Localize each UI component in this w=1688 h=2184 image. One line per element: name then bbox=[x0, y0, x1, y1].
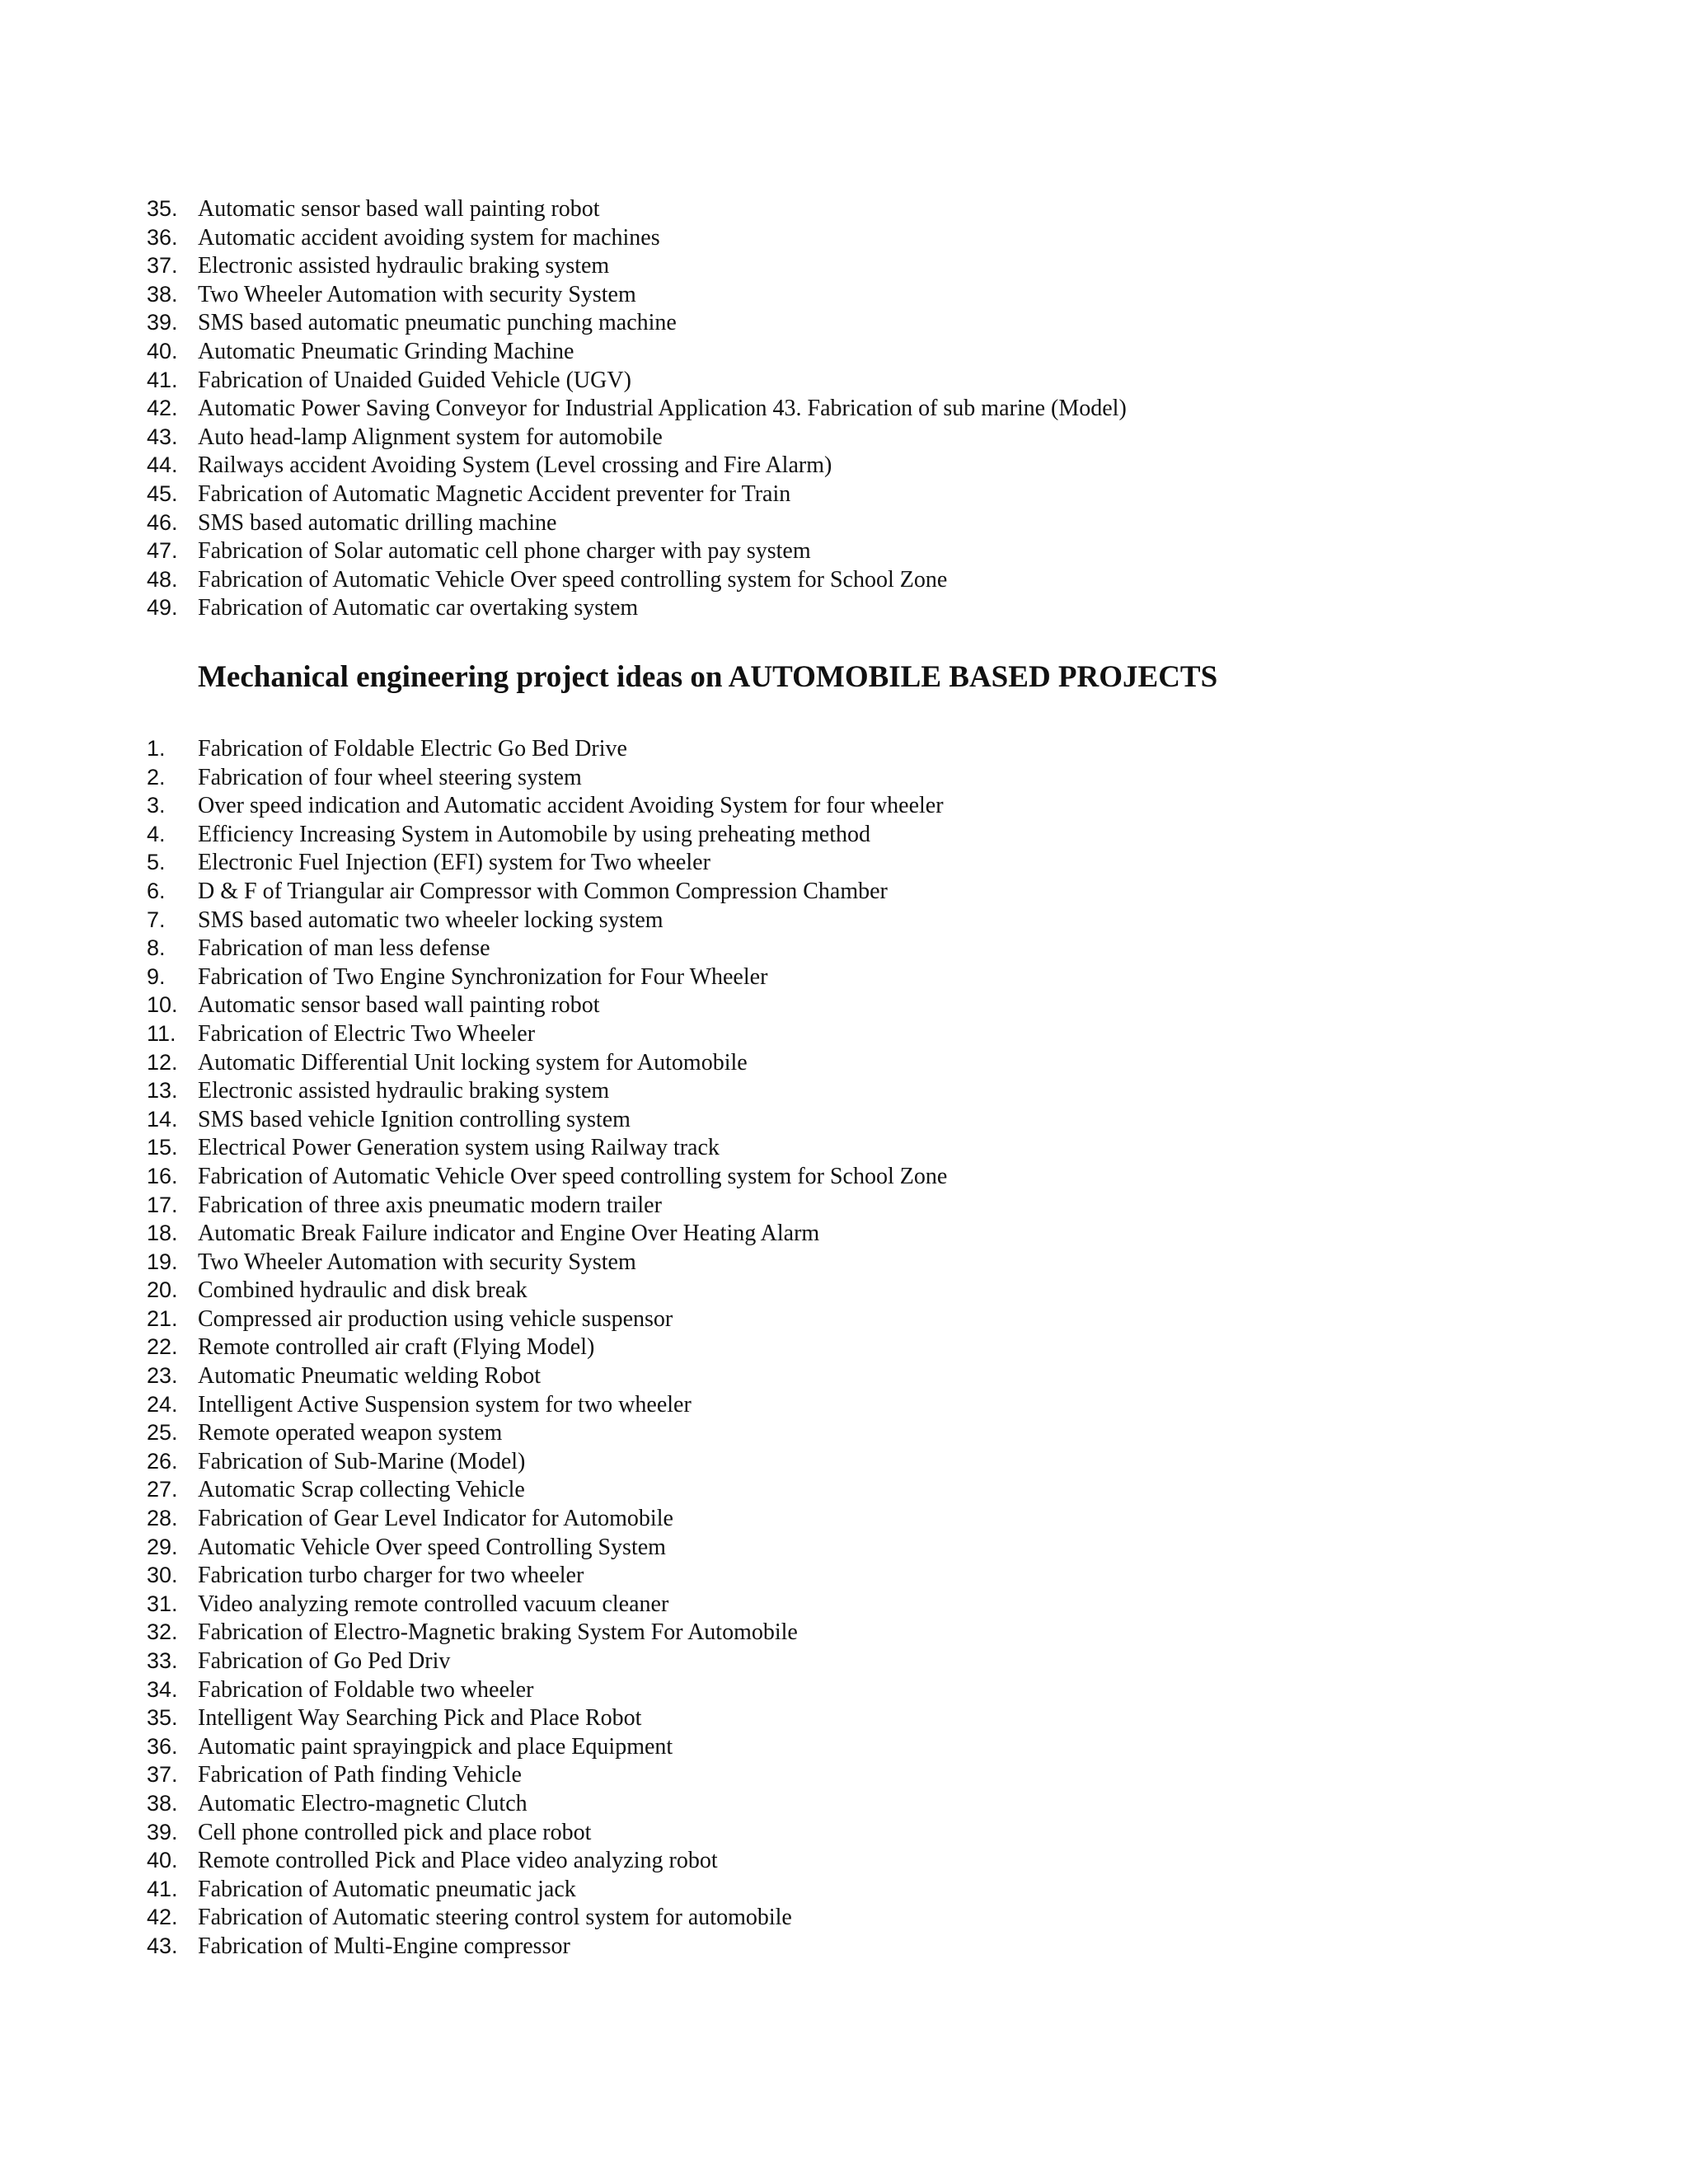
item-text: D & F of Triangular air Compressor with Common Compression Chamber bbox=[198, 878, 888, 904]
item-text: Automatic Electro-magnetic Clutch bbox=[198, 1790, 528, 1816]
item-number: 43. bbox=[147, 424, 178, 449]
list-item bbox=[147, 1504, 947, 1533]
item-text: Automatic sensor based wall painting robot bbox=[198, 992, 600, 1019]
list-item bbox=[147, 1333, 947, 1361]
item-text: SMS based vehicle Ignition controlling system bbox=[198, 1106, 631, 1132]
item-number: 8. bbox=[147, 935, 166, 961]
list-item bbox=[147, 1732, 947, 1761]
item-number: 35. bbox=[147, 196, 178, 221]
list-item bbox=[147, 1704, 947, 1732]
item-number: 41. bbox=[147, 1876, 178, 1901]
item-number: 11. bbox=[147, 1020, 176, 1046]
item-number: 47. bbox=[147, 538, 178, 564]
item-text: Over speed indication and Automatic accident Avoiding System for four wheeler bbox=[198, 793, 944, 819]
list-item bbox=[147, 1475, 947, 1504]
item-number: 14. bbox=[147, 1106, 178, 1132]
item-text: Automatic Differential Unit locking system for Automobile bbox=[198, 1049, 748, 1076]
item-number: 34. bbox=[147, 1676, 178, 1702]
item-text: Cell phone controlled pick and place robot bbox=[198, 1819, 592, 1845]
item-number: 36. bbox=[147, 1733, 178, 1759]
list-item bbox=[147, 820, 947, 849]
list-item bbox=[147, 763, 947, 792]
list-item bbox=[147, 366, 1127, 395]
item-number: 27. bbox=[147, 1477, 178, 1502]
item-number: 49. bbox=[147, 595, 178, 621]
list-item bbox=[147, 1846, 947, 1875]
item-text: Remote operated weapon system bbox=[198, 1420, 503, 1446]
list-item bbox=[147, 1305, 947, 1333]
item-text: SMS based automatic drilling machine bbox=[198, 509, 557, 536]
item-text: Intelligent Way Searching Pick and Place Robot bbox=[198, 1705, 642, 1732]
list-item bbox=[147, 1818, 947, 1847]
list-item bbox=[147, 223, 1127, 252]
list-item bbox=[147, 480, 1127, 509]
item-text: Remote controlled Pick and Place video analyzing robot bbox=[198, 1848, 718, 1874]
item-number: 28. bbox=[147, 1506, 178, 1531]
list-item bbox=[147, 394, 1127, 423]
item-text: Automatic paint sprayingpick and place Equipment bbox=[198, 1733, 673, 1760]
item-text: Fabrication of three axis pneumatic modern trailer bbox=[198, 1192, 662, 1218]
item-number: 1. bbox=[147, 736, 166, 761]
list-item bbox=[147, 934, 947, 963]
item-number: 6. bbox=[147, 878, 166, 903]
item-text: Remote controlled air craft (Flying Model) bbox=[198, 1334, 595, 1361]
item-number: 36. bbox=[147, 224, 178, 250]
list-item bbox=[147, 1618, 947, 1647]
list-item bbox=[147, 593, 1127, 622]
list-item bbox=[147, 791, 947, 820]
item-number: 22. bbox=[147, 1334, 178, 1360]
list-item bbox=[147, 1361, 947, 1390]
item-text: Automatic sensor based wall painting robot bbox=[198, 196, 600, 222]
list-item bbox=[147, 848, 947, 877]
item-text: Automatic Vehicle Over speed Controlling System bbox=[198, 1534, 666, 1560]
item-number: 10. bbox=[147, 992, 178, 1018]
list-item bbox=[147, 1105, 947, 1134]
item-number: 30. bbox=[147, 1563, 178, 1588]
item-text: Fabrication of Gear Level Indicator for Automobile bbox=[198, 1506, 673, 1532]
item-text: Electronic Fuel Injection (EFI) system for Two wheeler bbox=[198, 850, 710, 876]
list-item bbox=[147, 734, 947, 763]
list-item bbox=[147, 1447, 947, 1476]
list-item bbox=[147, 1903, 947, 1932]
item-text: SMS based automatic pneumatic punching machine bbox=[198, 310, 677, 336]
item-number: 45. bbox=[147, 480, 178, 506]
list-item bbox=[147, 1418, 947, 1447]
list-item bbox=[147, 991, 947, 1019]
section-heading: Mechanical engineering project ideas on AUTOMOBILE BASED PROJECTS bbox=[198, 660, 1218, 694]
item-number: 21. bbox=[147, 1305, 178, 1331]
list-item bbox=[147, 1675, 947, 1704]
item-number: 39. bbox=[147, 310, 178, 335]
item-number: 23. bbox=[147, 1363, 178, 1389]
item-number: 12. bbox=[147, 1049, 178, 1075]
item-text: Electronic assisted hydraulic braking system bbox=[198, 1078, 610, 1104]
item-text: Two Wheeler Automation with security System bbox=[198, 1249, 636, 1275]
item-number: 24. bbox=[147, 1391, 178, 1417]
item-number: 38. bbox=[147, 281, 178, 307]
item-number: 33. bbox=[147, 1648, 178, 1673]
item-text: Fabrication of Path finding Vehicle bbox=[198, 1762, 522, 1788]
item-text: Fabrication of Automatic Magnetic Accident preventer for Train bbox=[198, 480, 791, 507]
list-item bbox=[147, 1932, 947, 1961]
list-item bbox=[147, 1590, 947, 1619]
item-number: 20. bbox=[147, 1277, 178, 1303]
list-item bbox=[147, 1048, 947, 1077]
item-text: Video analyzing remote controlled vacuum cleaner bbox=[198, 1591, 669, 1617]
item-text: Automatic Break Failure indicator and Engine Over Heating Alarm bbox=[198, 1221, 820, 1247]
item-text: Efficiency Increasing System in Automobile by using preheating method bbox=[198, 821, 870, 847]
item-number: 41. bbox=[147, 367, 178, 392]
list-item bbox=[147, 251, 1127, 280]
item-text: Fabrication of Multi-Engine compressor bbox=[198, 1933, 570, 1959]
list-item bbox=[147, 509, 1127, 537]
item-text: Intelligent Active Suspension system for two wheeler bbox=[198, 1391, 692, 1418]
item-text: Fabrication of Automatic pneumatic jack bbox=[198, 1876, 576, 1902]
item-text: Fabrication of Unaided Guided Vehicle (UGV) bbox=[198, 367, 631, 393]
list-item bbox=[147, 877, 947, 906]
list-item bbox=[147, 565, 1127, 594]
item-number: 5. bbox=[147, 850, 166, 875]
item-number: 37. bbox=[147, 253, 178, 279]
item-number: 42. bbox=[147, 396, 178, 421]
automobile-project-list bbox=[147, 734, 947, 1961]
list-item bbox=[147, 1561, 947, 1590]
item-number: 29. bbox=[147, 1534, 178, 1559]
item-text: Fabrication of Automatic Vehicle Over speed controlling system for School Zone bbox=[198, 566, 948, 593]
item-text: Automatic Power Saving Conveyor for Industrial Application 43. Fabrication of sub marine (Model) bbox=[198, 396, 1127, 422]
item-number: 42. bbox=[147, 1905, 178, 1930]
item-text: Fabrication turbo charger for two wheeler bbox=[198, 1563, 584, 1589]
list-item bbox=[147, 1789, 947, 1818]
item-number: 3. bbox=[147, 793, 166, 818]
item-text: Electrical Power Generation system using Railway track bbox=[198, 1135, 720, 1161]
item-number: 7. bbox=[147, 907, 166, 932]
item-text: Fabrication of Electro-Magnetic braking System For Automobile bbox=[198, 1619, 798, 1646]
item-number: 40. bbox=[147, 338, 178, 363]
item-number: 4. bbox=[147, 821, 166, 846]
continued-project-list bbox=[147, 194, 1127, 622]
list-item bbox=[147, 1875, 947, 1904]
item-number: 35. bbox=[147, 1705, 178, 1731]
item-number: 40. bbox=[147, 1848, 178, 1873]
item-number: 13. bbox=[147, 1078, 178, 1104]
item-number: 2. bbox=[147, 764, 166, 790]
item-number: 15. bbox=[147, 1135, 178, 1160]
list-item bbox=[147, 1760, 947, 1789]
item-text: Auto head-lamp Alignment system for automobile bbox=[198, 424, 663, 450]
item-text: Fabrication of Foldable two wheeler bbox=[198, 1676, 534, 1703]
list-item bbox=[147, 1219, 947, 1248]
item-text: Automatic Pneumatic Grinding Machine bbox=[198, 338, 574, 364]
item-text: Fabrication of Automatic steering control system for automobile bbox=[198, 1905, 792, 1931]
item-number: 31. bbox=[147, 1591, 178, 1616]
item-number: 26. bbox=[147, 1448, 178, 1474]
list-item bbox=[147, 963, 947, 991]
item-text: Automatic accident avoiding system for machines bbox=[198, 224, 660, 251]
item-text: Automatic Pneumatic welding Robot bbox=[198, 1363, 542, 1390]
list-item bbox=[147, 423, 1127, 452]
item-number: 25. bbox=[147, 1420, 178, 1446]
list-item bbox=[147, 1076, 947, 1105]
item-text: Fabrication of four wheel steering system bbox=[198, 764, 582, 790]
item-text: Automatic Scrap collecting Vehicle bbox=[198, 1477, 525, 1503]
item-number: 19. bbox=[147, 1249, 178, 1274]
list-item bbox=[147, 1390, 947, 1419]
item-number: 16. bbox=[147, 1163, 178, 1188]
item-number: 43. bbox=[147, 1933, 178, 1958]
list-item bbox=[147, 337, 1127, 366]
item-text: Railways accident Avoiding System (Level crossing and Fire Alarm) bbox=[198, 452, 832, 479]
item-text: Fabrication of Two Engine Synchronization for Four Wheeler bbox=[198, 963, 768, 990]
list-item bbox=[147, 280, 1127, 309]
list-item bbox=[147, 1019, 947, 1048]
list-item bbox=[147, 308, 1127, 337]
item-number: 17. bbox=[147, 1192, 178, 1217]
item-text: Fabrication of Solar automatic cell phone charger with pay system bbox=[198, 538, 811, 565]
item-number: 37. bbox=[147, 1762, 178, 1788]
item-text: Two Wheeler Automation with security System bbox=[198, 281, 636, 307]
item-text: Fabrication of Go Ped Driv bbox=[198, 1648, 451, 1674]
item-text: Electronic assisted hydraulic braking system bbox=[198, 253, 610, 279]
item-text: Fabrication of Sub-Marine (Model) bbox=[198, 1448, 526, 1474]
list-item bbox=[147, 1248, 947, 1277]
item-number: 9. bbox=[147, 963, 166, 989]
item-text: Fabrication of man less defense bbox=[198, 935, 490, 962]
item-number: 18. bbox=[147, 1221, 178, 1246]
item-text: Fabrication of Automatic car overtaking system bbox=[198, 595, 639, 621]
list-item bbox=[147, 1191, 947, 1220]
item-number: 38. bbox=[147, 1790, 178, 1816]
list-item bbox=[147, 906, 947, 935]
item-text: Fabrication of Electric Two Wheeler bbox=[198, 1020, 536, 1047]
item-text: Fabrication of Foldable Electric Go Bed Drive bbox=[198, 736, 627, 762]
list-item bbox=[147, 1133, 947, 1162]
list-item bbox=[147, 1162, 947, 1191]
list-item bbox=[147, 1647, 947, 1675]
item-number: 44. bbox=[147, 452, 178, 478]
item-number: 48. bbox=[147, 566, 178, 592]
item-text: Combined hydraulic and disk break bbox=[198, 1277, 528, 1304]
item-number: 46. bbox=[147, 509, 178, 535]
item-number: 39. bbox=[147, 1819, 178, 1844]
item-text: Fabrication of Automatic Vehicle Over speed controlling system for School Zone bbox=[198, 1163, 948, 1189]
list-item bbox=[147, 1276, 947, 1305]
item-text: Compressed air production using vehicle suspensor bbox=[198, 1305, 673, 1332]
list-item bbox=[147, 451, 1127, 480]
item-number: 32. bbox=[147, 1619, 178, 1645]
list-item bbox=[147, 1533, 947, 1562]
item-text: SMS based automatic two wheeler locking system bbox=[198, 907, 663, 933]
list-item bbox=[147, 537, 1127, 565]
list-item bbox=[147, 194, 1127, 223]
